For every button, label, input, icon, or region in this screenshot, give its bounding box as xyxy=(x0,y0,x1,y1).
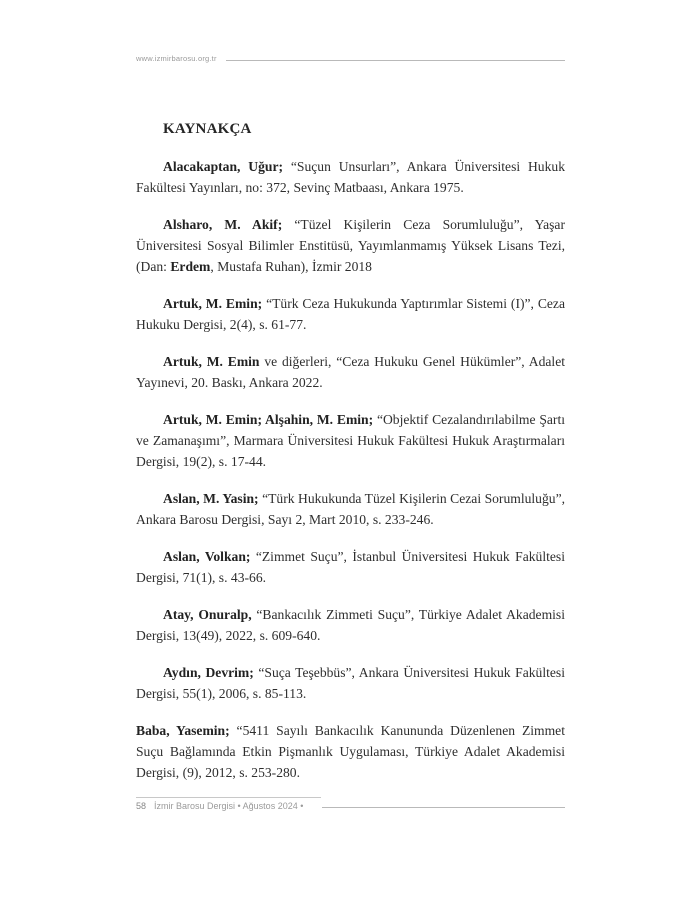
footer-rule xyxy=(322,807,565,808)
reference-text: “Zimmet Suçu”, İstanbul Üniversitesi Hukuk Fakültesi Dergisi, 71(1), s. 43-66. xyxy=(136,549,565,585)
reference-text: “Tüzel Kişilerin Ceza Sorumluluğu”, Yaşar Üniversitesi Sosyal Bilimler Enstitüsü, Yayımlanmamış Yüksek Lisans Tezi, (Dan: xyxy=(136,217,565,274)
reference-author: Alacakaptan, Uğur; xyxy=(163,159,284,174)
reference-author: Alsharo, M. Akif; xyxy=(163,217,283,232)
footer-top-rule xyxy=(136,797,321,798)
reference-text: “Bankacılık Zimmeti Suçu”, Türkiye Adalet Akademisi Dergisi, 13(49), 2022, s. 609-640. xyxy=(136,607,565,643)
reference-advisor: Erdem xyxy=(170,259,211,274)
footer-journal: İzmir Barosu Dergisi • Ağustos 2024 • xyxy=(154,801,304,811)
reference-entry xyxy=(136,351,565,393)
reference-author: Baba, Yasemin; xyxy=(136,723,230,738)
reference-entry xyxy=(136,604,565,646)
reference-author: Artuk, M. Emin; Alşahin, M. Emin; xyxy=(163,412,374,427)
reference-text: “5411 Sayılı Bankacılık Kanununda Düzenlenen Zimmet Suçu Bağlamında Etkin Pişmanlık Uygulaması, Türkiye Adalet Akademisi Dergisi, (9), 2012, s. 253-280. xyxy=(136,723,565,780)
reference-author: Aydın, Devrim; xyxy=(163,665,254,680)
reference-author: Artuk, M. Emin xyxy=(163,354,260,369)
reference-text: “Suça Teşebbüs”, Ankara Üniversitesi Hukuk Fakültesi Dergisi, 55(1), 2006, s. 85-113. xyxy=(136,665,565,701)
reference-author: Artuk, M. Emin; xyxy=(163,296,263,311)
reference-text: , Mustafa Ruhan), İzmir 2018 xyxy=(210,259,372,274)
reference-entry xyxy=(136,546,565,588)
reference-author: Aslan, M. Yasin; xyxy=(163,491,259,506)
reference-entry xyxy=(136,293,565,335)
page-number: 58 xyxy=(136,801,147,811)
reference-text: “Objektif Cezalandırılabilme Şartı ve Zamanaşımı”, Marmara Üniversitesi Hukuk Fakültesi Hukuk Araştırmaları Dergisi, 19(2), s. 17-44. xyxy=(136,412,565,469)
reference-list xyxy=(136,156,565,799)
reference-entry xyxy=(136,662,565,704)
reference-entry xyxy=(136,156,565,198)
reference-text: “Türk Ceza Hukukunda Yaptırımlar Sistemi (I)”, Ceza Hukuku Dergisi, 2(4), s. 61-77. xyxy=(136,296,565,332)
header-rule xyxy=(226,60,565,61)
header-url: www.izmirbarosu.org.tr xyxy=(136,54,221,63)
reference-text: “Suçun Unsurları”, Ankara Üniversitesi Hukuk Fakültesi Yayınları, no: 372, Sevinç Matbaası, Ankara 1975. xyxy=(136,159,565,195)
reference-text: ve diğerleri, “Ceza Hukuku Genel Hükümler”, Adalet Yayınevi, 20. Baskı, Ankara 2022. xyxy=(136,354,565,390)
reference-author: Atay, Onuralp, xyxy=(163,607,252,622)
reference-text: “Türk Hukukunda Tüzel Kişilerin Cezai Sorumluluğu”, Ankara Barosu Dergisi, Sayı 2, Mart 2010, s. 233-246. xyxy=(136,491,566,527)
page-title: KAYNAKÇA xyxy=(163,121,252,137)
reference-author: Aslan, Volkan; xyxy=(163,549,251,564)
reference-entry xyxy=(136,409,565,472)
reference-entry xyxy=(136,214,565,277)
reference-entry xyxy=(136,720,565,783)
page-footer xyxy=(136,801,565,815)
page-header xyxy=(136,54,565,66)
reference-entry xyxy=(136,488,565,530)
